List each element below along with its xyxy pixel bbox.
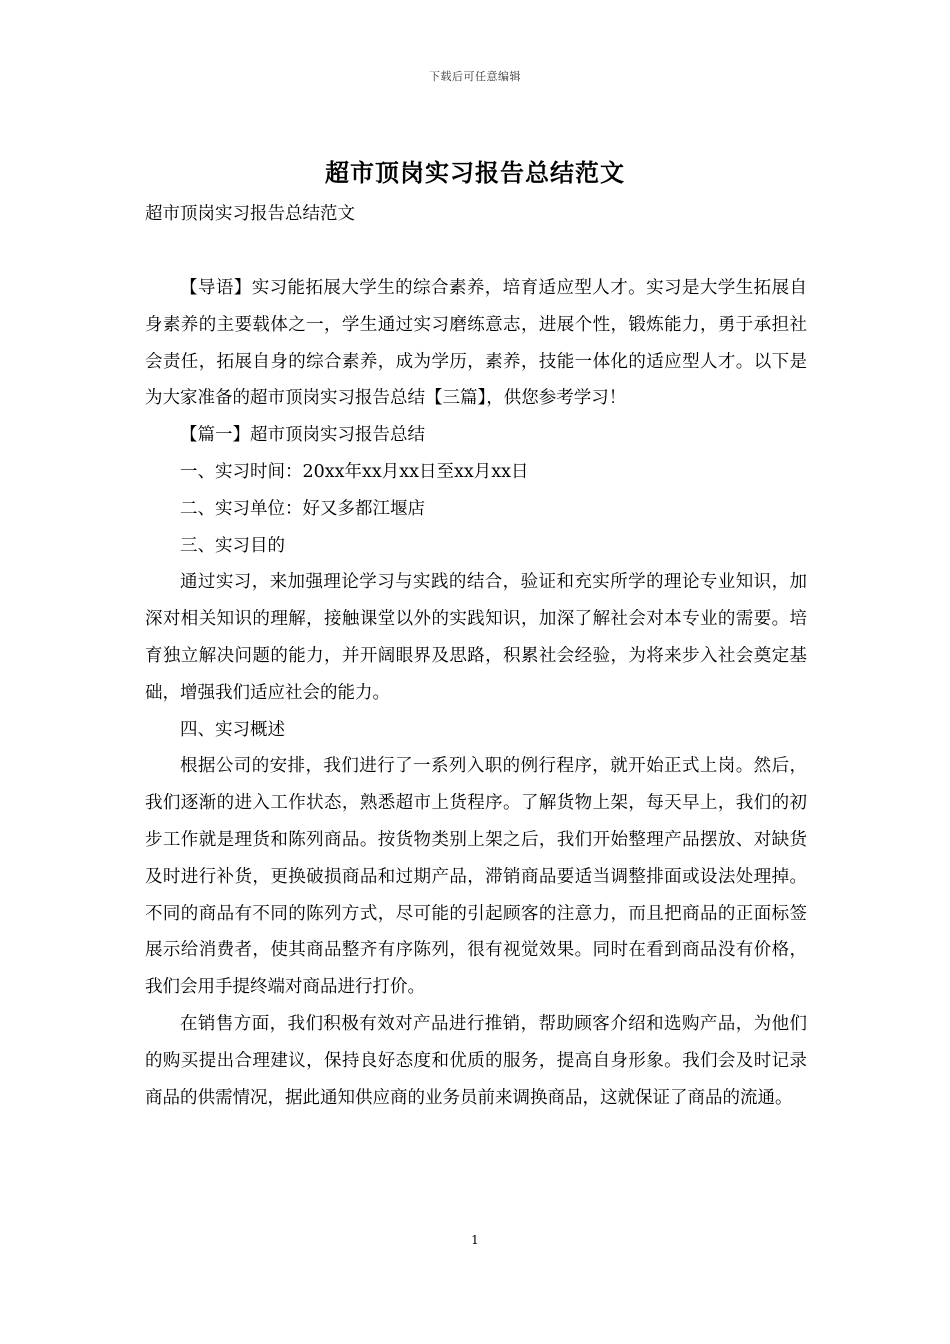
document-title: 超市顶岗实习报告总结范文 <box>325 158 625 187</box>
document-body <box>145 270 807 1116</box>
item-internship-unit: 二、实习单位：好又多都江堰店 <box>180 498 425 519</box>
paragraph-intro: 【导语】实习能拓展大学生的综合素养，培育适应型人才。实习是大学生拓展自身素养的主要载体之一，学生通过实习磨练意志，进展个性，锻炼能力，勇于承担社会责任，拓展自身的综合素养，成为学历，素养，技能一体化的适应型人才。以下是为大家准备的超市顶岗实习报告总结【三篇】，供您参考学习！ <box>145 278 807 409</box>
header-note: 下载后可任意编辑 <box>429 70 521 83</box>
document-subtitle: 超市顶岗实习报告总结范文 <box>145 204 355 224</box>
item-internship-purpose: 三、实习目的 <box>180 535 285 556</box>
page-number: 1 <box>471 1233 479 1247</box>
item-internship-time: 一、实习时间：20xx年xx月xx日至xx月xx日 <box>180 461 529 482</box>
paragraph-sales: 在销售方面，我们积极有效对产品进行推销，帮助顾客介绍和选购产品，为他们的购买提出合理建议，保持良好态度和优质的服务，提高自身形象。我们会及时记录商品的供需情况，据此通知供应商的业务员前来调换商品，这就保证了商品的流通。 <box>145 1013 807 1108</box>
paragraph-overview: 根据公司的安排，我们进行了一系列入职的例行程序，就开始正式上岗。然后，我们逐渐的进入工作状态，熟悉超市上货程序。了解货物上架，每天早上，我们的初步工作就是理货和陈列商品。按货物类别上架之后，我们开始整理产品摆放、对缺货及时进行补货，更换破损商品和过期产品，滞销商品要适当调整排面或设法处理掉。不同的商品有不同的陈列方式，尽可能的引起顾客的注意力，而且把商品的正面标签展示给消费者，使其商品整齐有序陈列，很有视觉效果。同时在看到商品没有价格，我们会用手提终端对商品进行打价。 <box>145 756 807 998</box>
item-internship-overview: 四、实习概述 <box>180 719 285 740</box>
paragraph-purpose: 通过实习，来加强理论学习与实践的结合，验证和充实所学的理论专业知识，加深对相关知识的理解，接触课堂以外的实践知识，加深了解社会对本专业的需要。培育独立解决问题的能力，并开阔眼界及思路，积累社会经验，为将来步入社会奠定基础，增强我们适应社会的能力。 <box>145 572 807 703</box>
section-heading-part-one: 【篇一】超市顶岗实习报告总结 <box>180 425 425 446</box>
